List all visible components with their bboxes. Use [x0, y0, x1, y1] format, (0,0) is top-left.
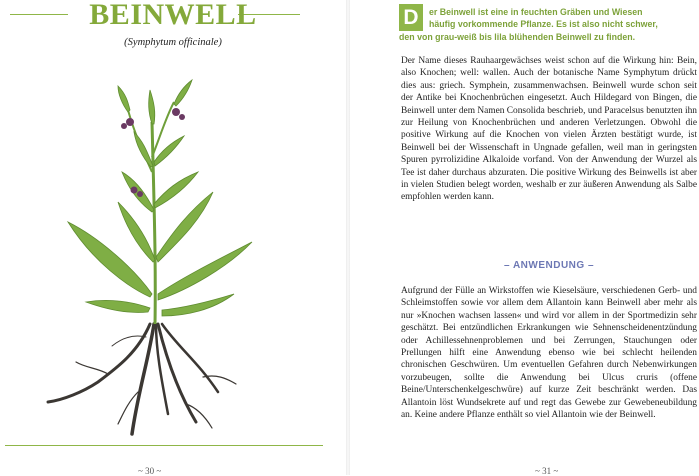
drop-cap: D: [399, 4, 423, 31]
paragraph-2-text: Aufgrund der Fülle an Wirkstoffen wie Kieselsäure, verschiedenen Gerb- und Schleimstoffen sowie vor allem dem Allantoin kann Beinwell aber mehr als nur »Knochen wachsen lassen« und wird vor allem in der Sportmedizin sehr geschätzt. Bei entzündlichen Erkrankungen wie Sehnenscheidenentzündung oder Achillessehnenproblemen und bei Zerrungen, Stauchungen oder Prellungen hilft eine Anwendung ebenso wie bei schlecht heilenden chronischen Geschwüren. Um eventuellen Gefahren durch Nebenwirkungen vorzubeugen, sollte die Anwendung bei Ulcus cruris (offene Beine/Unterschenkelgeschwüre) auf kurze Zeit beschränkt werden. Das Allantoin löst Wundsekrete auf und regt das Gewebe zur Gewebeneubildung an. Keine andere Pflanze enthält so viel Allantoin wie der Beinwell.: [401, 286, 697, 421]
lead-line-3: den von grau-weiß bis lila blühenden Beinwell zu finden.: [399, 32, 636, 42]
lead-line-1: er Beinwell ist eine in feuchten Gräben und Wiesen: [429, 7, 643, 17]
right-page: [350, 0, 699, 475]
botanical-name: (Symphytum officinale): [124, 37, 222, 48]
plant-leaves: [68, 80, 252, 316]
section-heading-anwendung: – ANWENDUNG –: [503, 260, 595, 271]
page-number-right: ~ 31 ~: [535, 466, 559, 476]
paragraph-name-origin: [401, 55, 697, 204]
page-title: BEINWELL: [89, 0, 257, 31]
plant-roots: [48, 324, 236, 434]
bottom-rule: [5, 445, 323, 446]
paragraph-application: [401, 285, 697, 421]
comfrey-plant-illustration: [38, 62, 278, 440]
left-page: [0, 0, 346, 475]
page-number-left: ~ 30 ~: [138, 466, 162, 476]
lead-line-2: häufig vorkommende Pflanze. Es ist also nicht schwer,: [429, 19, 658, 29]
paragraph-1-text: Der Name dieses Rauhaargewächses weist schon auf die Wirkung hin: Bein, also Knochen; well: wallen. Auch der botanische Name Symphytum drückt dies aus: griech. Symphein, zusammenwachsen. Beinwell wurde schon seit der Antike bei Knochenbrüchen eingesetzt. Auch Hildegard von Bingen, die Beinwell unter dem Namen Consolida beschrieb, und Paracelsus benutzten ihn zur Heilung von Knochenbrüchen und anderen Verletzungen. Obwohl die positive Wirkung auf die Knochen von vielen Ärzten bestätigt wurde, ist Beinwell bei der Wissenschaft in Ungnade gefallen, weil man in geringsten Spuren pyrrolizidine Alkaloide vorfand. Von der Anwendung der Wurzel als Tee ist daher durchaus abzuraten. Die positive Wirkung des Beinwells ist aber in vielen Studien belegt worden, weshalb er zur äußeren Anwendung als Salbe empfohlen werden kann.: [401, 56, 697, 203]
